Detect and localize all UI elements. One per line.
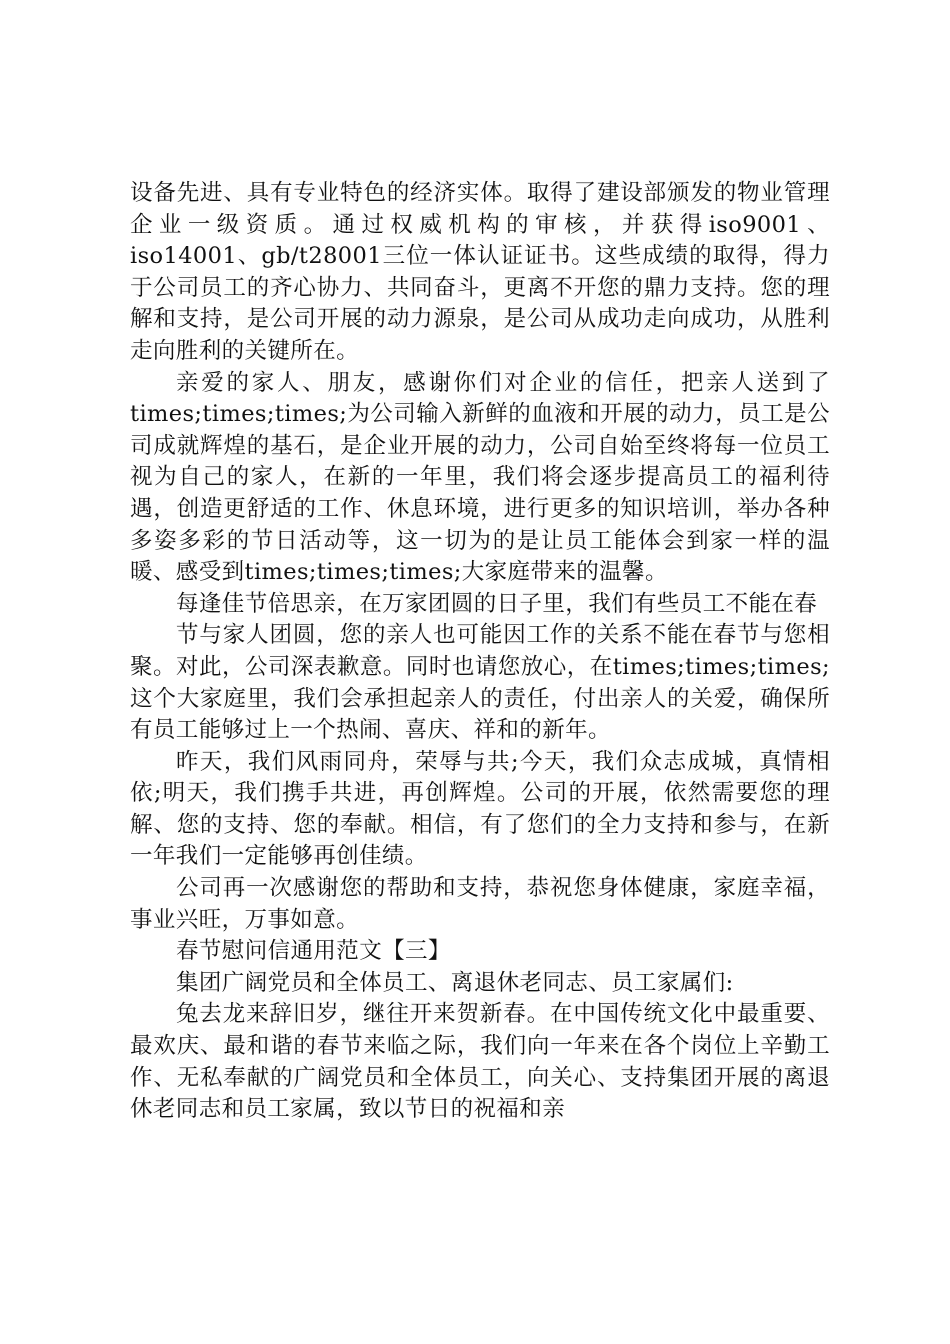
- paragraph-dear-family: 亲爱的家人、朋友，感谢你们对企业的信任，把亲人送到了times;times;times;为公司输入新鲜的血液和开展的动力，员工是公司成就辉煌的基石，是企业开展的动力，公司自始至终将每一位员工视为自己的家人，在新的一年里，我们将会逐步提高员工的福利待遇，创造更舒适的工作、休息环境，进行更多的知识培训，举办各种多姿多彩的节日活动等，这一切为的是让员工能体会到家一样的温暖、感受到times;times;times;大家庭带来的温馨。: [130, 369, 830, 586]
- paragraph-reunion-apology: 节与家人团圆，您的亲人也可能因工作的关系不能在春节与您相聚。对此，公司深表歉意。同时也请您放心，在times;times;times;这个大家庭里，我们会承担起亲人的责任，付出亲人的关爱，确保所有员工能够过上一个热闹、喜庆、祥和的新年。: [130, 622, 830, 744]
- paragraph-thanks-wishes: 公司再一次感谢您的帮助和支持，恭祝您身体健康，家庭幸福，事业兴旺，万事如意。: [130, 875, 830, 933]
- paragraph-yesterday-today-tomorrow: 昨天，我们风雨同舟，荣辱与共;今天，我们众志成城，真情相依;明天，我们携手共进，再创辉煌。公司的开展，依然需要您的理解、您的支持、您的奉献。相信，有了您们的全力支持和参与，在新一年我们一定能够再创佳绩。: [130, 748, 830, 870]
- paragraph-new-year-greeting: 兔去龙来辞旧岁，继往开来贺新春。在中国传统文化中最重要、最欢庆、最和谐的春节来临之际，我们向一年来在各个岗位上辛勤工作、无私奉献的广阔党员和全体员工，向关心、支持集团开展的离退休老同志和员工家属，致以节日的祝福和亲: [130, 1001, 830, 1123]
- paragraph-company-achievements: 设备先进、具有专业特色的经济实体。取得了建设部颁发的物业管理企业一级资质。通过权威机构的审核，并获得iso9001、iso14001、gb/t28001三位一体认证证书。这些成绩的取得，得力于公司员工的齐心协力、共同奋斗，更离不开您的鼎力支持。您的理解和支持，是公司开展的动力源泉，是公司从成功走向成功，从胜利走向胜利的关键所在。: [130, 180, 830, 364]
- paragraph-festival-miss-family: 每逢佳节倍思亲，在万家团圆的日子里，我们有些员工不能在春: [176, 590, 818, 617]
- paragraph-salutation: 集团广阔党员和全体员工、离退休老同志、员工家属们:: [176, 969, 734, 996]
- document-body: [130, 178, 830, 1126]
- section-heading-template-three: 春节慰问信通用范文【三】: [176, 938, 451, 965]
